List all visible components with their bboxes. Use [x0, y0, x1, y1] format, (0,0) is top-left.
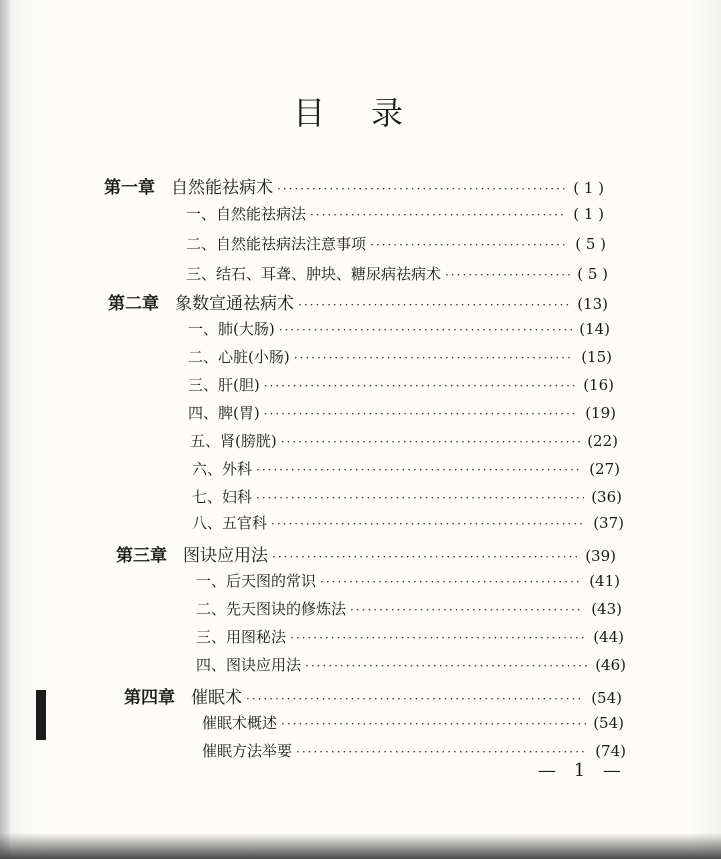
chapter-label: 第三章: [116, 546, 167, 566]
section-title: 四、图诀应用法: [196, 656, 302, 674]
dot-leader: [370, 238, 568, 252]
page-number: (22): [587, 432, 618, 450]
page-number: (41): [589, 572, 620, 590]
section-title: 八、五官科: [192, 514, 268, 532]
chapter-label: 第四章: [124, 688, 175, 708]
dot-leader: [256, 463, 582, 477]
page-number: (54): [593, 714, 624, 732]
chapter-title: 催眠术: [191, 688, 242, 708]
toc-section: [202, 712, 624, 738]
dot-leader: [281, 717, 586, 731]
dot-leader: [246, 692, 584, 706]
page-number: (54): [591, 689, 622, 707]
toc-section: [192, 486, 622, 512]
section-title: 一、后天图的常识: [196, 572, 317, 590]
section-title: 二、自然能祛病法注意事项: [186, 235, 367, 253]
page-number: ( 1 ): [573, 205, 604, 223]
toc-section: [186, 203, 604, 229]
book-spine-shadow: [0, 0, 10, 859]
dot-leader: [256, 491, 584, 505]
binding-mark: [36, 690, 46, 740]
section-title: 七、妇科: [192, 488, 253, 506]
toc-section: [192, 512, 624, 538]
chapter-label: 第二章: [108, 294, 159, 314]
chapter-title: 自然能祛病术: [171, 178, 273, 198]
page-number: (74): [595, 742, 626, 760]
toc-section: [188, 402, 616, 428]
toc-section: [186, 263, 608, 289]
section-title: 催眠方法举要: [202, 742, 293, 760]
page-number: (27): [589, 460, 620, 478]
page-number: ( 1 ): [573, 179, 604, 197]
toc-chapter-4: [124, 683, 622, 709]
toc-section: [196, 654, 626, 680]
dot-leader: [298, 298, 570, 312]
chapter-label: 第一章: [104, 178, 155, 198]
dot-leader: [281, 435, 580, 449]
section-title: 二、心脏(小肠): [188, 348, 290, 366]
toc-section: [196, 598, 622, 624]
chapter-title: 图诀应用法: [183, 546, 268, 566]
toc-section: [188, 346, 612, 372]
page-title: 目录: [293, 94, 450, 132]
page-number: (44): [593, 628, 624, 646]
toc-section: [196, 570, 620, 596]
chapter-title: 象数宣通祛病术: [175, 294, 294, 314]
dot-leader: [279, 323, 572, 337]
page-number: (16): [583, 376, 614, 394]
dot-leader: [296, 745, 588, 759]
page-number: (43): [591, 600, 622, 618]
page-number: ( 5 ): [577, 265, 608, 283]
section-title: 二、先天图诀的修炼法: [196, 600, 347, 618]
section-title: 一、肺(大肠): [188, 320, 275, 338]
dot-leader: [290, 631, 586, 645]
scan-bottom-shadow: [0, 833, 721, 859]
dot-leader: [320, 575, 582, 589]
section-title: 三、用图秘法: [196, 628, 287, 646]
section-title: 催眠术概述: [202, 714, 278, 732]
page-number: (19): [585, 404, 616, 422]
section-title: 三、肝(胆): [188, 376, 260, 394]
dot-leader: [305, 659, 588, 673]
dot-leader: [310, 208, 566, 222]
dot-leader: [350, 603, 584, 617]
dot-leader: [264, 407, 578, 421]
page-number: (13): [577, 295, 608, 313]
page-number: (14): [579, 320, 610, 338]
section-title: 三、结石、耳聋、肿块、糖尿病祛病术: [186, 265, 442, 283]
toc-section: [186, 233, 606, 259]
toc-section: [196, 626, 624, 652]
dot-leader: [277, 182, 566, 196]
dot-leader: [445, 268, 570, 282]
page-footer-number: — 1 —: [538, 760, 627, 781]
toc-section: [188, 374, 614, 400]
toc-section: [190, 430, 618, 456]
toc-chapter-2: [108, 289, 608, 315]
section-title: 六、外科: [192, 460, 253, 478]
toc-section: [192, 458, 620, 484]
toc-section: [188, 318, 610, 344]
toc-chapter-3: [116, 541, 616, 567]
section-title: 一、自然能祛病法: [186, 205, 307, 223]
section-title: 五、肾(膀胱): [190, 432, 277, 450]
page-number: (39): [585, 547, 616, 565]
page-number: (36): [591, 488, 622, 506]
dot-leader: [294, 351, 574, 365]
page-number: ( 5 ): [575, 235, 606, 253]
toc-chapter-1: [104, 173, 604, 199]
page-number: (37): [593, 514, 624, 532]
dot-leader: [271, 517, 586, 531]
dot-leader: [264, 379, 576, 393]
dot-leader: [272, 550, 578, 564]
page-number: (46): [595, 656, 626, 674]
section-title: 四、脾(胃): [188, 404, 260, 422]
page-number: (15): [581, 348, 612, 366]
